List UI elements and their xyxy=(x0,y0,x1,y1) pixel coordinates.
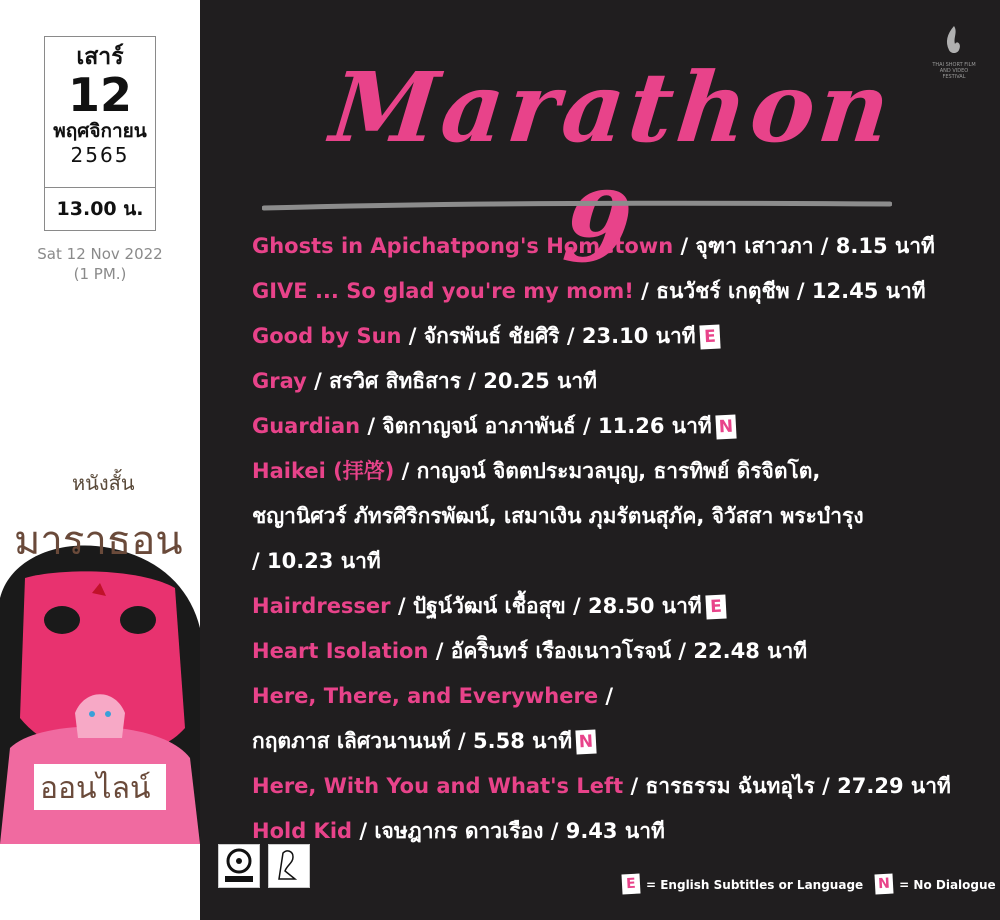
film-title: Good by Sun xyxy=(252,324,402,348)
schedule-panel xyxy=(200,0,1000,920)
date-en-line2: (1 PM.) xyxy=(73,265,127,283)
film-details: / จุฑา เสาวภา / 8.15 นาที xyxy=(673,234,935,258)
list-item xyxy=(252,224,992,269)
marathon-poster-illustration xyxy=(0,468,200,844)
poster-word-online: ออนไลน์ xyxy=(40,771,151,806)
film-title: Hairdresser xyxy=(252,594,391,618)
film-title: GIVE ... So glad you're my mom! xyxy=(252,279,634,303)
film-title: Here, With You and What's Left xyxy=(252,774,624,798)
date-en-line1: Sat 12 Nov 2022 xyxy=(37,245,163,263)
poster-word-marathon: มาราธอน xyxy=(14,518,183,564)
film-title: Hold Kid xyxy=(252,819,353,843)
legend-n-badge: N xyxy=(875,874,894,895)
film-details-cont: กฤตภาส เลิศวนานนท์ / 5.58 นาที xyxy=(252,729,573,753)
film-details: / สรวิศ สิทธิสาร / 20.25 นาที xyxy=(306,369,598,393)
film-list xyxy=(252,224,992,854)
film-title: Ghosts in Apichatpong's Hometown xyxy=(252,234,674,258)
list-item xyxy=(252,314,992,359)
list-item xyxy=(252,404,992,449)
festival-flame-icon xyxy=(941,24,967,58)
legend-n-text: = No Dialogue xyxy=(899,878,996,892)
film-details-cont: ชญานิศวร์ ภัทรศิริกรพัฒน์, เสมาเงิน ภุมรัตนสุภัค, จิวัสสา พระบำรุง xyxy=(252,504,864,528)
festival-logo-text: THAI SHORT FILM AND VIDEO FESTIVAL xyxy=(932,62,976,80)
legend-e-badge: E xyxy=(621,874,640,895)
date-box xyxy=(44,36,156,231)
english-badge: E xyxy=(699,324,720,349)
film-details: / กาญจน์ จิตตประมวลบุญ, ธารทิพย์ ดิรจิตโต, xyxy=(394,459,821,483)
film-details: / เจษฎากร ดาวเรือง / 9.43 นาที xyxy=(352,819,665,843)
list-item xyxy=(252,359,992,404)
list-item xyxy=(252,449,992,584)
list-item xyxy=(252,809,992,854)
film-details: / ธนวัชร์ เกตุชีพ / 12.45 นาที xyxy=(633,279,926,303)
title-underline xyxy=(262,198,892,214)
legend xyxy=(622,874,996,896)
film-details: / จิตกาญจน์ อาภาพันธ์ / 11.26 นาที xyxy=(360,414,712,438)
day-of-week-th: เสาร์ xyxy=(76,44,124,70)
english-badge: E xyxy=(705,594,726,619)
list-item xyxy=(252,629,992,674)
list-item xyxy=(252,764,992,809)
no-dialogue-badge: N xyxy=(715,414,736,439)
year-th: 2565 xyxy=(70,143,130,167)
film-details: / xyxy=(598,684,614,708)
day-number: 12 xyxy=(67,68,132,122)
legend-e-text: = English Subtitles or Language xyxy=(646,878,864,892)
film-details: / ธารธรรม ฉันทอุไร / 27.29 นาที xyxy=(623,774,951,798)
festival-logo xyxy=(930,24,978,80)
time-th: 13.00 น. xyxy=(45,187,155,230)
page-title: Marathon 9 xyxy=(325,51,899,284)
list-item xyxy=(252,584,992,629)
film-details-cont: / 10.23 นาที xyxy=(252,549,381,573)
film-details: / ปัฐน์วัฒน์ เชื้อสุข / 28.50 นาที xyxy=(390,594,702,618)
film-title: Gray xyxy=(252,369,307,393)
film-details: / จักรพันธ์ ชัยศิริ / 23.10 นาที xyxy=(401,324,696,348)
date-panel xyxy=(0,0,200,920)
date-en xyxy=(0,244,200,284)
no-dialogue-badge: N xyxy=(575,729,596,754)
film-title: Heart Isolation xyxy=(252,639,429,663)
list-item xyxy=(252,269,992,314)
film-details: / อัคริินทร์ เรืองเนาวโรจน์ / 22.48 นาที xyxy=(428,639,808,663)
film-title: Here, There, and Everywhere xyxy=(252,684,599,708)
film-title: Haikei (拝啓) xyxy=(252,459,395,483)
month-th: พฤศจิกายน xyxy=(53,120,147,142)
film-title: Guardian xyxy=(252,414,361,438)
list-item xyxy=(252,674,992,764)
poster-word-short: หนังสั้น xyxy=(72,471,135,495)
